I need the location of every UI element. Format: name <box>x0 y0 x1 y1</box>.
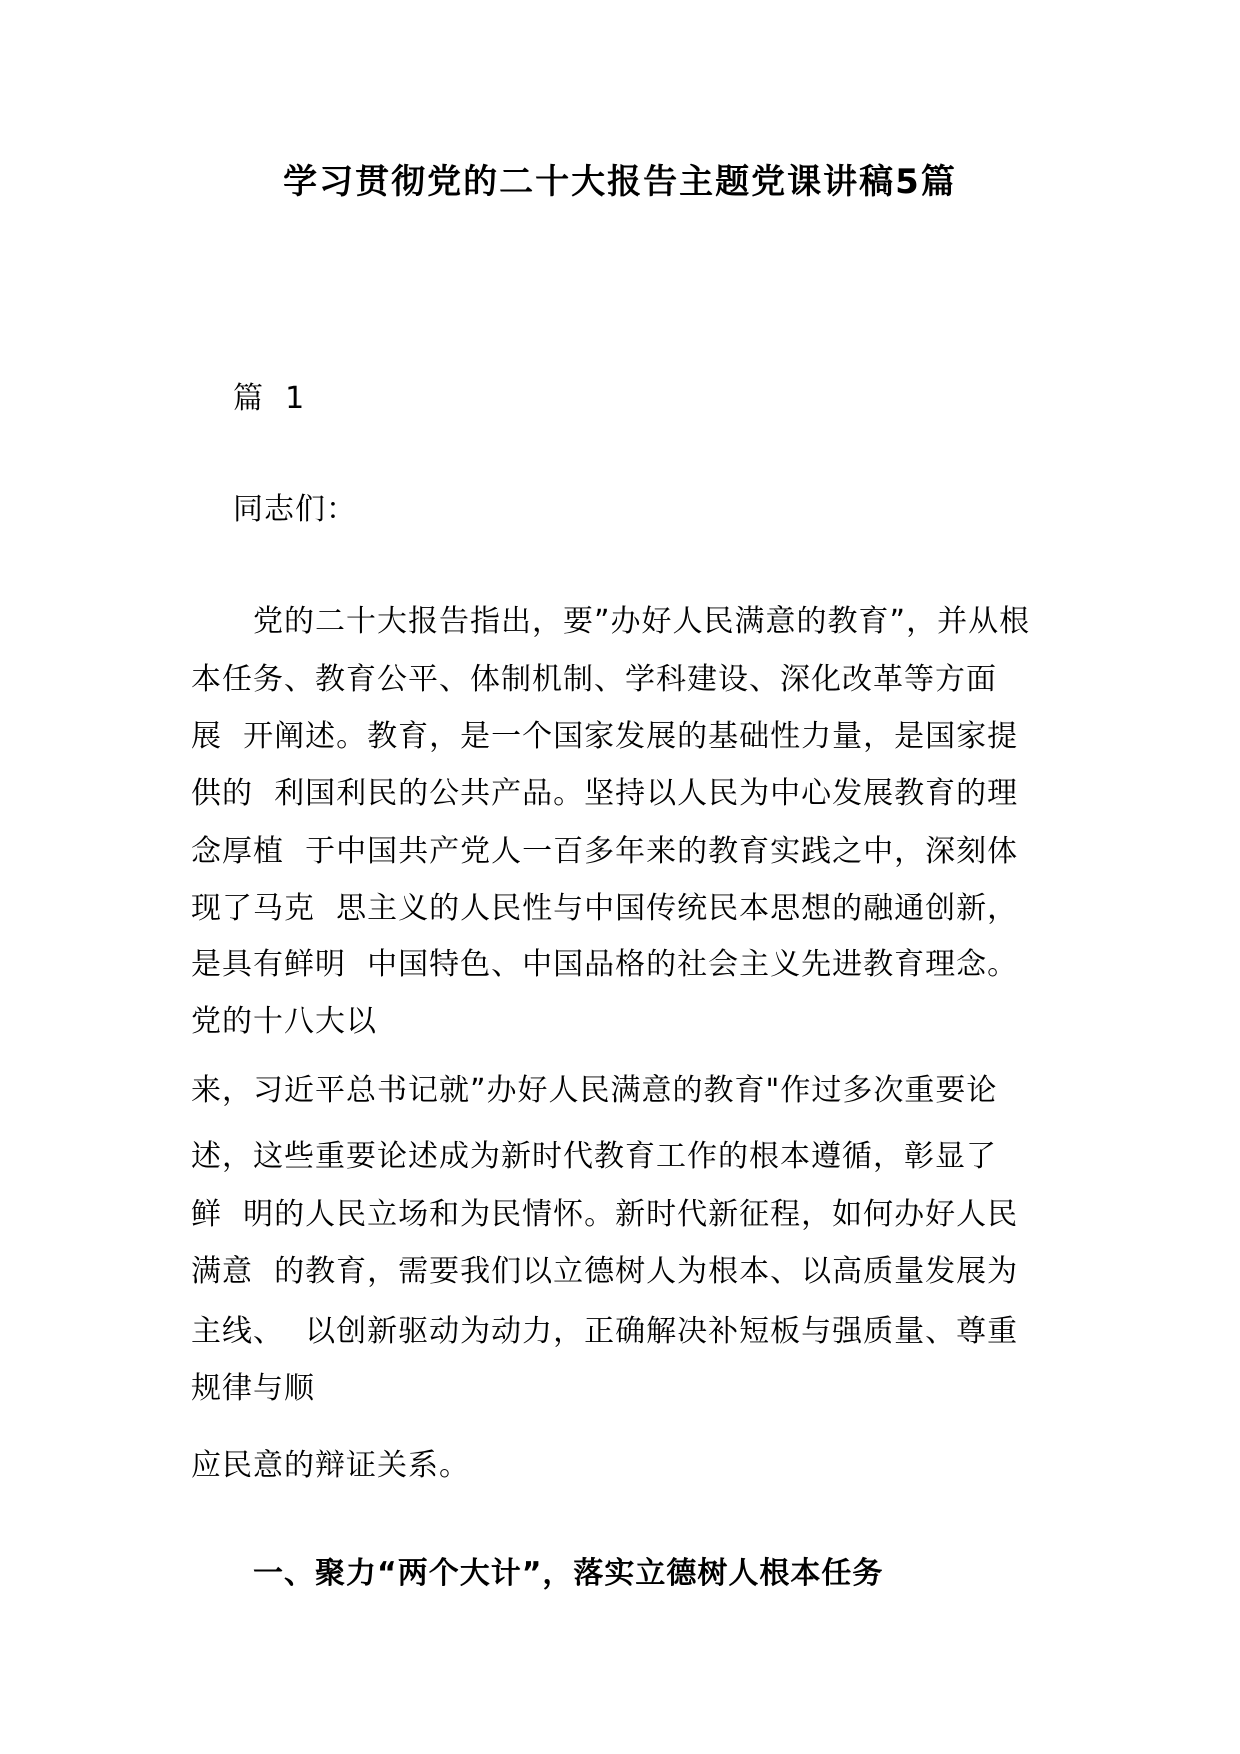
section-heading: 一、聚力“两个大计”，落实立德树人根本任务 <box>253 1556 884 1591</box>
body-line: 来，习近平总书记就”办好人民满意的教育"作过多次重要论 <box>191 1073 998 1108</box>
body-line: 念厚植 于中国共产党人一百多年来的教育实践之中，深刻体 <box>191 834 1019 869</box>
body-line: 主线、 以创新驱动为动力，正确解决补短板与强质量、尊重 <box>191 1314 1019 1349</box>
body-line: 现了马克 思主义的人民性与中国传统民本思想的融通创新， <box>191 891 1019 926</box>
body-line: 展 开阐述。教育，是一个国家发展的基础性力量，是国家提 <box>191 719 1019 754</box>
body-line: 满意 的教育，需要我们以立德树人为根本、以高质量发展为 <box>191 1254 1019 1289</box>
body-line: 应民意的辩证关系。 <box>191 1448 470 1483</box>
body-line: 党的十八大以 <box>191 1004 377 1039</box>
body-line: 本任务、教育公平、体制机制、学科建设、深化改革等方面 <box>191 662 997 697</box>
body-line: 党的二十大报告指出，要”办好人民满意的教育”，并从根 <box>253 604 1031 639</box>
salutation: 同志们： <box>233 492 357 527</box>
section-label: 篇 1 <box>233 381 306 416</box>
body-line: 鲜 明的人民立场和为民情怀。新时代新征程，如何办好人民 <box>191 1197 1019 1232</box>
body-line: 规律与顺 <box>191 1371 315 1406</box>
body-line: 述，这些重要论述成为新时代教育工作的根本遵循，彰显了 <box>191 1139 997 1174</box>
body-line: 是具有鲜明 中国特色、中国品格的社会主义先进教育理念。 <box>191 947 1019 982</box>
document-title: 学习贯彻党的二十大报告主题党课讲稿5篇 <box>283 162 957 202</box>
body-line: 供的 利国利民的公共产品。坚持以人民为中心发展教育的理 <box>191 776 1019 811</box>
